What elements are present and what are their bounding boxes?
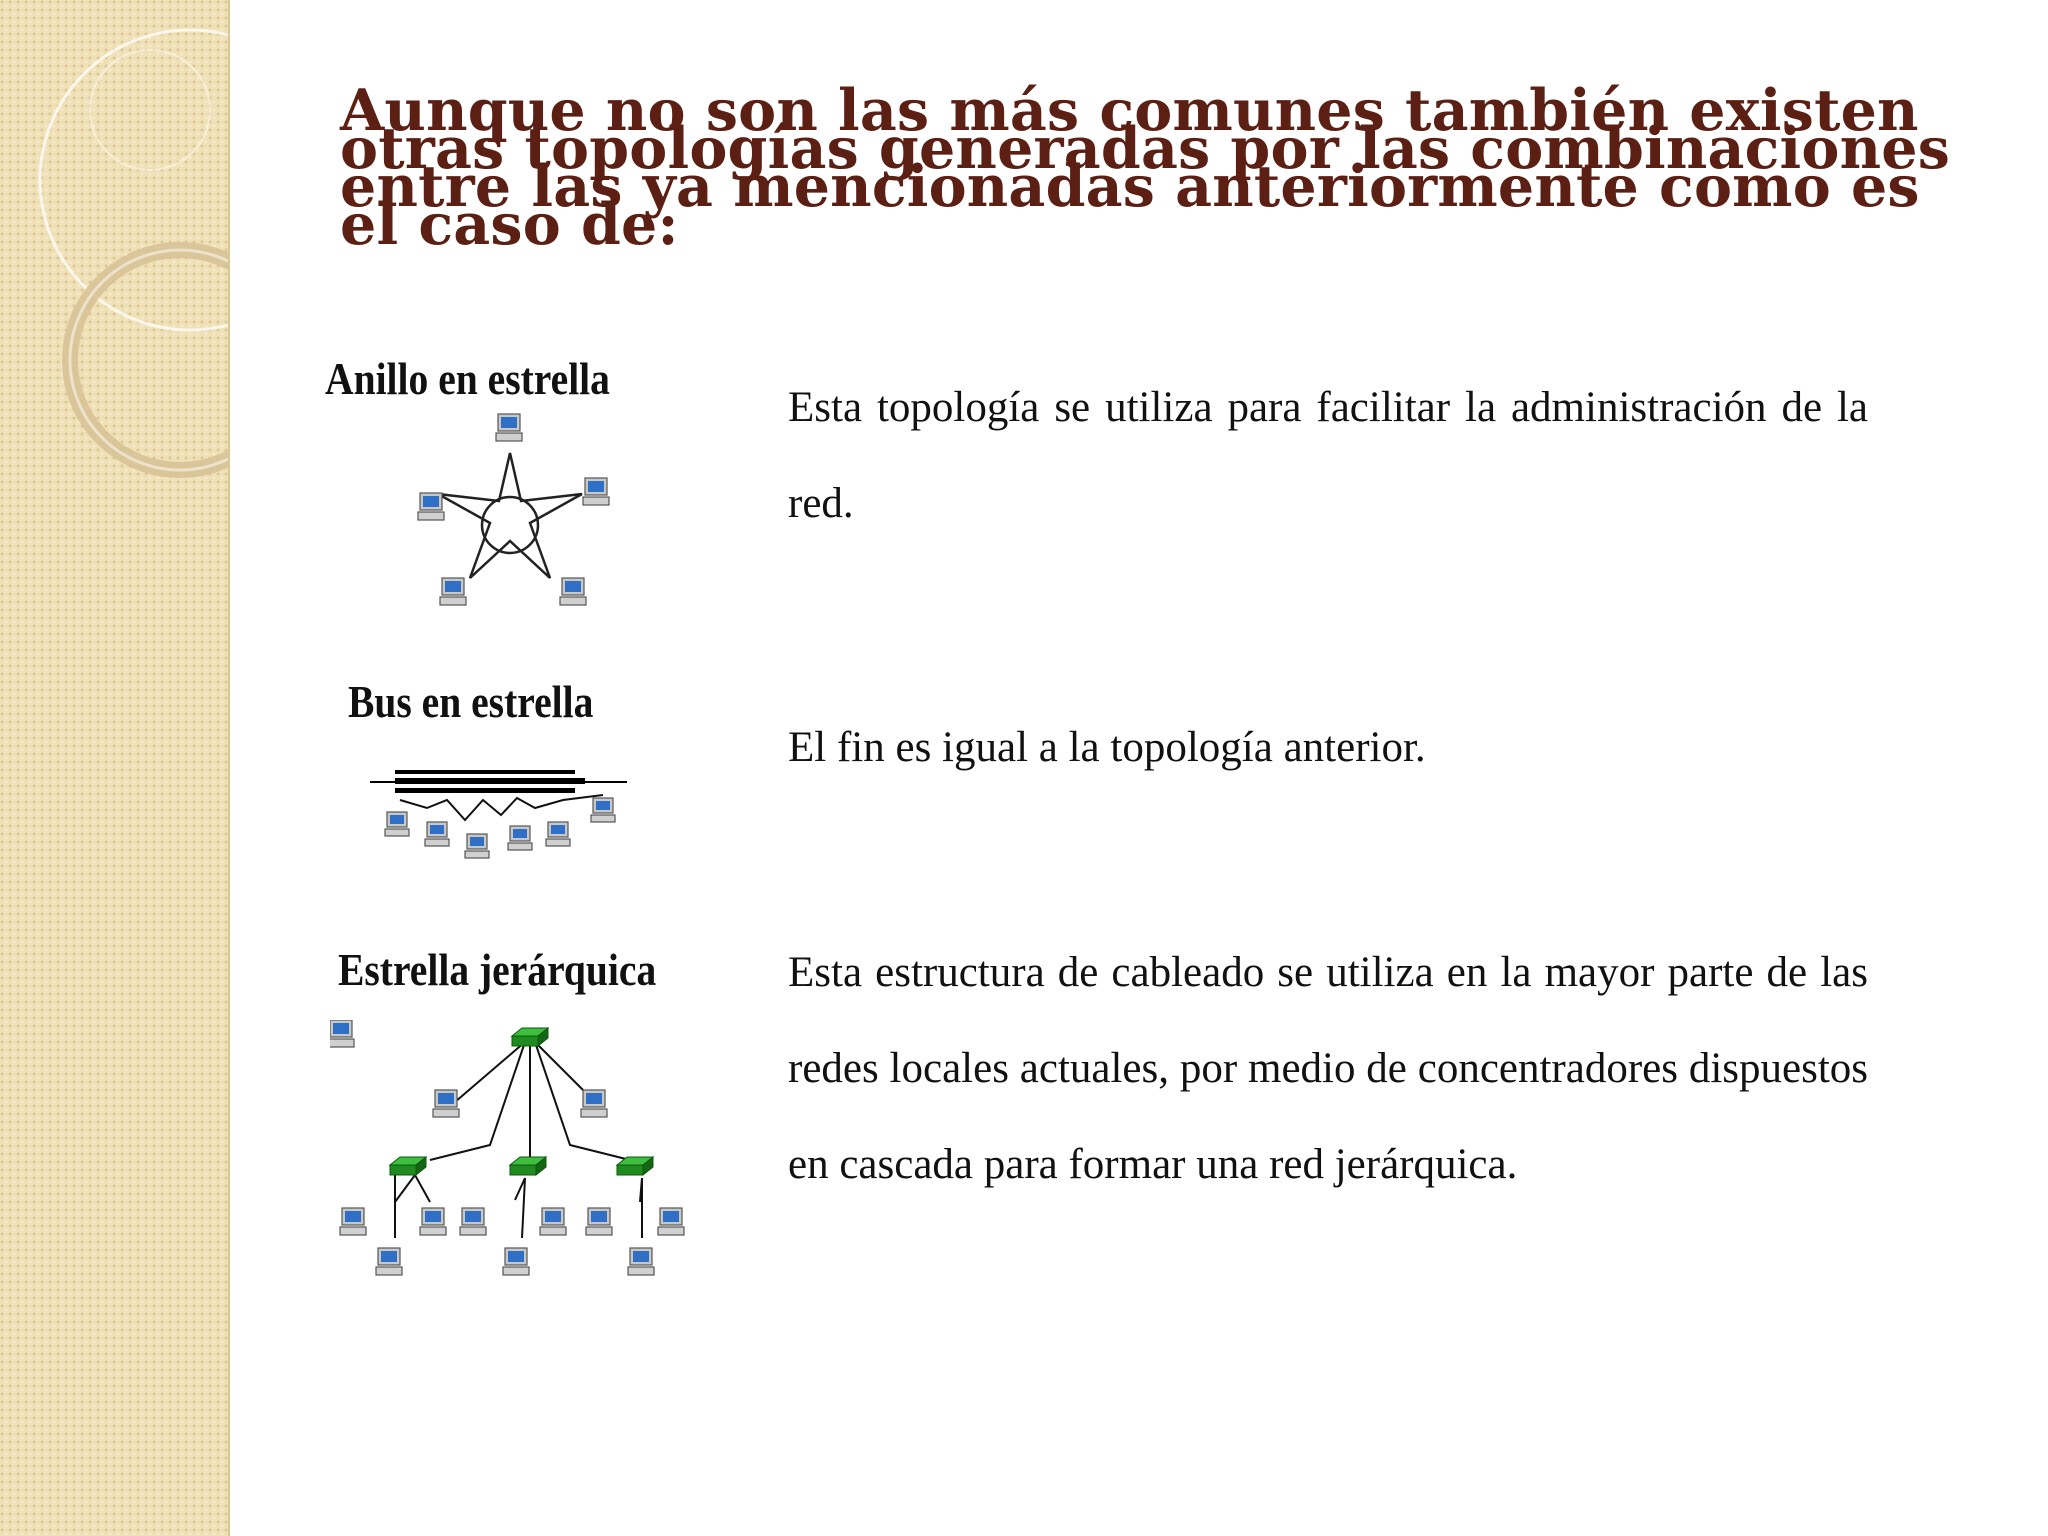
slide-title: Aunque no son las más comunes también existen otras topologías generadas por las combinaciones entre las ya mencionadas anteriormente como es el caso de: bbox=[340, 77, 1950, 258]
computer-icon bbox=[583, 478, 609, 505]
computer-icon bbox=[591, 798, 615, 822]
computer-icon bbox=[440, 578, 466, 605]
computer-icon bbox=[546, 822, 570, 846]
computer-icon bbox=[330, 1020, 354, 1047]
computer-icon bbox=[376, 1248, 402, 1275]
computer-icon bbox=[496, 414, 522, 441]
computer-icon bbox=[385, 812, 409, 836]
ring-star-diagram bbox=[380, 408, 640, 618]
computer-icon bbox=[465, 834, 489, 858]
computer-icon bbox=[581, 1090, 607, 1117]
bus-star-diagram bbox=[365, 760, 645, 870]
hub-icon bbox=[512, 1028, 548, 1046]
computer-icon bbox=[418, 493, 444, 520]
topology-label-bus-estrella: Bus en estrella bbox=[348, 676, 594, 727]
decorative-sidebar bbox=[0, 0, 230, 1536]
computer-icon bbox=[508, 826, 532, 850]
computer-icon bbox=[560, 578, 586, 605]
topology-label-anillo-estrella: Anillo en estrella bbox=[325, 353, 610, 404]
hub-icon bbox=[510, 1157, 546, 1175]
topology-description-bus-estrella: El fin es igual a la topología anterior. bbox=[788, 724, 1426, 771]
computer-icon bbox=[658, 1208, 684, 1235]
computer-icon bbox=[586, 1208, 612, 1235]
computer-icon bbox=[628, 1248, 654, 1275]
computer-icon bbox=[340, 1208, 366, 1235]
hierarchical-star-diagram bbox=[330, 1020, 710, 1290]
hub-icon bbox=[390, 1157, 426, 1175]
computer-icon bbox=[420, 1208, 446, 1235]
hub-icon bbox=[617, 1157, 653, 1175]
computer-icon bbox=[460, 1208, 486, 1235]
computer-icon bbox=[503, 1248, 529, 1275]
decorative-circles bbox=[0, 0, 228, 1536]
topology-label-estrella-jerarquica: Estrella jerárquica bbox=[338, 944, 657, 995]
computer-icon bbox=[425, 822, 449, 846]
topology-description-anillo-estrella: Esta topología se utiliza para facilitar la administración de la red. bbox=[788, 384, 1868, 527]
computer-icon bbox=[540, 1208, 566, 1235]
computer-icon bbox=[433, 1090, 459, 1117]
topology-description-estrella-jerarquica: Esta estructura de cableado se utiliza en la mayor parte de las redes locales actuales, por medio de concentradores dispuestos en cascada para formar una red jerárquica. bbox=[788, 949, 1868, 1188]
